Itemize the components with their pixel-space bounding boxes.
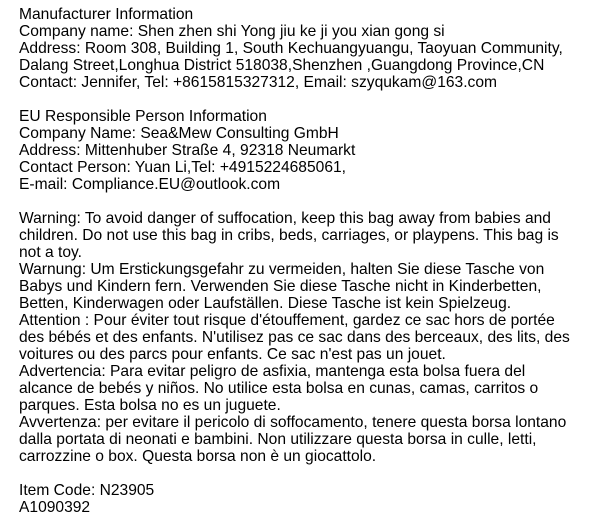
warning-de-line1: Warnung: Um Erstickungsgefahr zu vermeiden, halten Sie diese Tasche von [19,261,545,278]
warning-en-line3: not a toy. [19,244,82,261]
item-code: Item Code: N23905 [19,482,155,499]
item-section [19,482,609,516]
warning-fr-line2: des bébés et des enfants. N'utilisez pas ce sac dans des berceaux, des lits, des [19,329,570,346]
document-body [19,6,609,516]
warning-es-line2: alcance de bebés y niños. No utilice esta bolsa en cunas, camas, carritos o [19,380,539,397]
manufacturer-company: Company name: Shen zhen shi Yong jiu ke ji you xian gong si [19,23,445,40]
spacer [19,193,609,210]
warning-es-line1: Advertencia: Para evitar peligro de asfixia, mantenga esta bolsa fuera del [19,363,526,380]
eu-rep-company: Company Name: Sea&Mew Consulting GmbH [19,125,339,142]
warning-en-line2: children. Do not use this bag in cribs, beds, carriages, or playpens. This bag is [19,227,559,244]
eu-rep-heading: EU Responsible Person Information [19,108,267,125]
warning-fr-line1: Attention : Pour éviter tout risque d'étouffement, gardez ce sac hors de portée [19,312,555,329]
manufacturer-section [19,6,609,91]
eu-rep-email: E-mail: Compliance.EU@outlook.com [19,176,281,193]
warning-de-line3: Betten, Kinderwagen oder Laufställen. Diese Tasche ist kein Spielzeug. [19,295,512,312]
manufacturer-contact: Contact: Jennifer, Tel: +8615815327312, Email: szyqukam@163.com [19,74,498,91]
manufacturer-address-line1: Address: Room 308, Building 1, South Kechuangyuangu, Taoyuan Community, [19,40,563,57]
warning-it-line1: Avvertenza: per evitare il pericolo di soffocamento, tenere questa borsa lontano [19,414,567,431]
eu-rep-section [19,108,609,193]
warning-de-line2: Babys und Kindern fern. Verwenden Sie diese Tasche nicht in Kinderbetten, [19,278,542,295]
warning-en-line1: Warning: To avoid danger of suffocation, keep this bag away from babies and [19,210,551,227]
eu-rep-address: Address: Mittenhuber Straße 4, 92318 Neumarkt [19,142,356,159]
manufacturer-address-line2: Dalang Street,Longhua District 518038,Shenzhen ,Guangdong Province,CN [19,57,545,74]
eu-rep-contact: Contact Person: Yuan Li,Tel: +4915224685061, [19,159,347,176]
warning-es-line3: parques. Esta bolsa no es un juguete. [19,397,281,414]
warning-it-line3: carrozzine o box. Questa borsa non è un giocattolo. [19,448,377,465]
spacer [19,91,609,108]
item-ref: A1090392 [19,499,91,516]
warning-fr-line3: voitures ou des parcs pour enfants. Ce sac n'est pas un jouet. [19,346,446,363]
manufacturer-heading: Manufacturer Information [19,6,194,23]
warnings-section [19,210,609,465]
warning-it-line2: dalla portata di neonati e bambini. Non utilizzare questa borsa in culle, letti, [19,431,537,448]
spacer [19,465,609,482]
